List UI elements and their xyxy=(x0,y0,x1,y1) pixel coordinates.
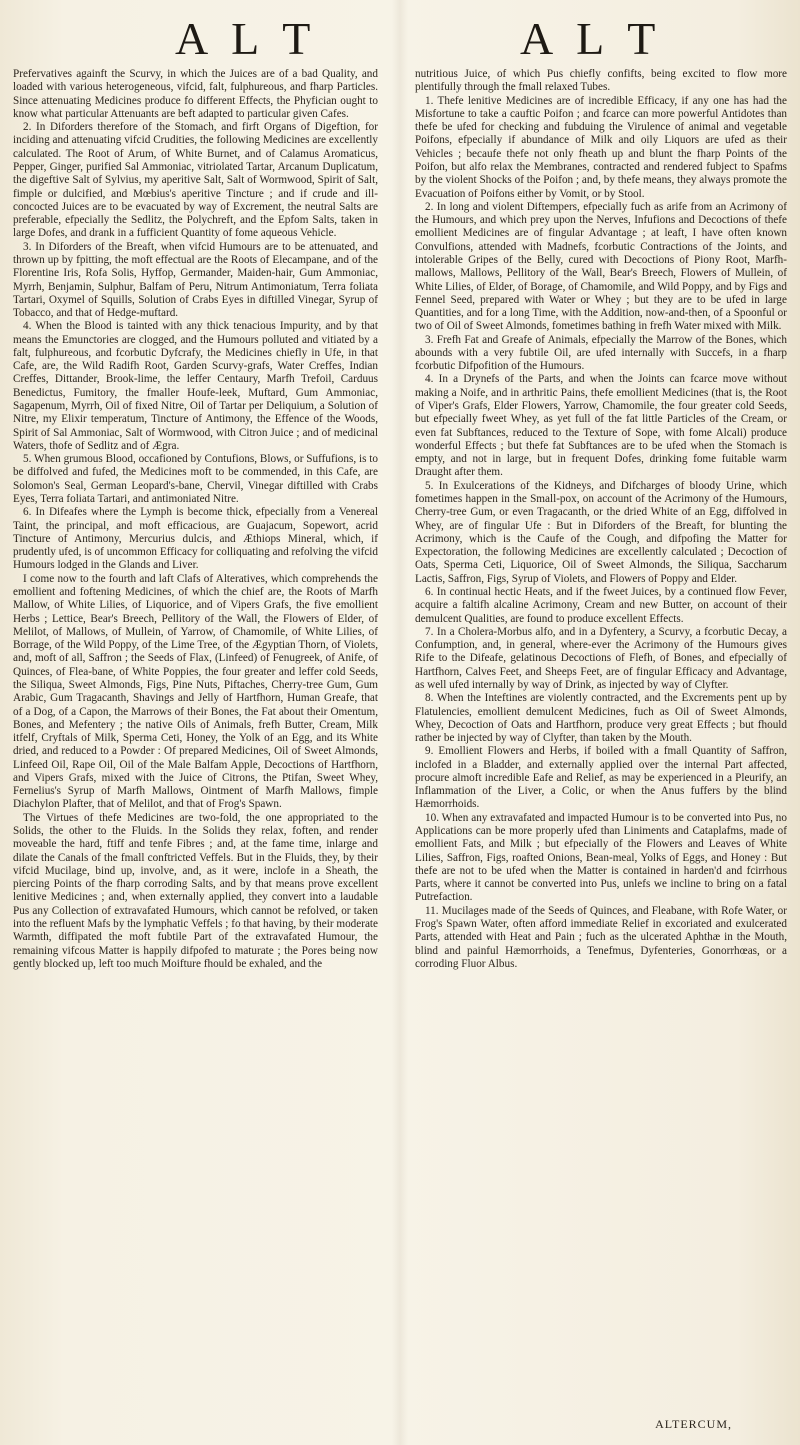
running-header xyxy=(0,12,800,62)
paragraph: Prefervatives againft the Scurvy, in which the Juices are of a bad Quality, and loaded with various heterogeneous, vifcid, falt, fulphureous, and fharp Particles. Since attenuating Medicines produce fo different Effects, the Phyfician ought to know what particular Attenuants are beft adapted to particular given Cafes. xyxy=(13,68,378,120)
paragraph: The Virtues of thefe Medicines are two-fold, the one appropriated to the Solids, the other to the Fluids. In the Solids they relax, foften, and render moveable the hard, ftiff and tenfe Fibres ; and, at the fame time, inlarge and dilate the Canals of the fmall conftricted Veffels. But in the Fluids, they, by their vifcid Mucilage, bind up, involve, and, as it were, inclofe in a Sheath, the piercing Points of the fharp corroding Salts, and by that means prove excellent lenitive Medicines ; and, when externally applied, they convert into a laudable Pus any Collection of extravafated Humours, which cannot be refolved, or taken into the refluent Mafs by the lymphatic Veffels ; fo that having, by their moderate Warmth, diffipated the moft fubtile Part of the extravafated Humour, the remaining vifcous Matter is happily difpofed to maturate ; the Pores being now gently blocked up, left too much Moifture fhould be exhaled, and the xyxy=(13,811,378,970)
paragraph: 6. In continual hectic Heats, and if the fweet Juices, by a continued flow Fever, acquire a faltifh alcaline Acrimony, Cream and new Butter, on account of their demulcent Qualities, are found to produce excellent Effects. xyxy=(415,585,787,625)
running-head-left: A L T xyxy=(175,13,318,64)
right-column xyxy=(415,68,787,1428)
paragraph: nutritious Juice, of which Pus chiefly confifts, being excited to flow more plentifully through the fmall relaxed Tubes. xyxy=(415,68,787,94)
paragraph: 11. Mucilages made of the Seeds of Quinces, and Fleabane, with Rofe Water, or Frog's Spawn Water, often afford immediate Relief in excoriated and exulcerated Parts, attended with Heat and Pain ; fuch as the ulcerated Aphthæ in the Mouth, blind and painful Hæmorrhoids, a Tenefmus, Dyfenteries, Gonorrhœas, or a corroding Fluor Albus. xyxy=(415,904,787,970)
paragraph: 8. When the Inteftines are violently contracted, and the Excrements pent up by Flatulencies, emollient demulcent Medicines, fuch as Oil of Sweet Almonds, Whey, Decoction of Oats and Hartfhorn, produce very great Effects ; but fhould rather be injected by way of Clyfter, than taken by the Mouth. xyxy=(415,692,787,745)
paragraph: I come now to the fourth and laft Clafs of Alteratives, which comprehends the emollient and foftening Medicines, of which the chief are, the Roots of Marfh Mallow, of White Lilies, of Liquorice, and of Vipers Grafs, the five emollient Herbs ; Lettice, Bear's Breech, Pellitory of the Wall, the Flowers of Elder, of Melilot, of Mallows, of Mullein, of Yarrow, of Chamomile, of White Lilies, of Borrage, of the Wild Poppy, of the Lime Tree, of the Ægyptian Thorn, of Violets, and, moft of all, Saffron ; the Seeds of Flax, (Linfeed) of Fenugreek, of Anife, of Quinces, of Flea-bane, of White Poppies, the four greater and leffer cold Seeds, the Siliqua, Sweet Almonds, Figs, Pine Nuts, Piftaches, Cherry-tree Gum, Gum Arabic, Gum Tragacanth, Shavings and Jelly of Hartfhorn, Human Greafe, that of a Dog, of a Capon, the Marrows of their Bones, the Fat about their Omentum, Bones, and Mefentery ; the native Oils of Animals, frefh Butter, Cream, Milk itfelf, Cryftals of Milk, Sperma Ceti, Honey, the Yolk of an Egg, and its White dried, and reduced to a Powder : Of prepared Medicines, Oil of Sweet Almonds, Linfeed Oil, Rape Oil, Oil of the Male Balfam Apple, Decoctions of Hartfhorn, and Vipers Grafs, mixed with the Juice of Citrons, the Ptifan, Sweet Whey, Fernelius's Syrup of Marfh Mallows, Ointment of Marfh Mallows, fimple Diachylon Plafter, that of Melilot, and that of Frog's Spawn. xyxy=(13,572,378,811)
gutter-shadow xyxy=(392,0,408,1445)
paragraph: 3. In Diforders of the Breaft, when vifcid Humours are to be attenuated, and thrown up by fpitting, the moft effectual are the Roots of Elecampane, and of the Florentine Iris, Rofa Solis, Hyffop, Germander, Maiden-hair, Gum Ammoniac, Myrrh, Benjamin, Sulphur, Balfam of Peru, Nitrum Antimoniatum, Terra foliata Tartari, Oxymel of Squills, Solution of Crabs Eyes in diftilled Vinegar, Syrup of Tobacco, and that of Hedge-muftard. xyxy=(13,240,378,320)
catchword: ALTERCUM, xyxy=(655,1417,732,1431)
paragraph: 4. When the Blood is tainted with any thick tenacious Impurity, and by that means the Emunctories are clogged, and the Humours polluted and vitiated by a falt, fulphureous, and fcorbutic Dyfcrafy, the Medicines chiefly in Ufe, in that Cafe, are, the Wild Radifh Root, Garden Scurvy-grafs, Water Creffes, Indian Creffes, Dittander, Brook-lime, the leffer Centaury, Marfh Trefoil, Carduus Benedictus, Fumitory, the fmaller Houfe-leek, Muftard, Gum Ammoniac, Sagapenum, Myrrh, Oil of fixed Nitre, Oil of Tartar per Deliquium, a Solution of Nitre, my Elixir temperatum, Tincture of Antimony, the Effence of the Woods, Spirit of Sal Ammoniac, Salt of Wormwood, with Citron Juice ; and of medicinal Waters, thofe of Sedlitz and of Ægra. xyxy=(13,320,378,452)
paragraph: 2. In Diforders therefore of the Stomach, and firft Organs of Digeftion, for inciding and attenuating vifcid Crudities, the following Medicines are excellently calculated. The Root of Arum, of White Burnet, and of Calamus Aromaticus, Pepper, Ginger, purified Sal Ammoniac, vitriolated Tartar, Arcanum Duplicatum, the digeftive Salt of Sylvius, my aperitive Salt, Salt of Wormwood, Spirit of Salt, fimple or dulcified, and Mœbius's aperitive Tincture ; and if crude and ill-concocted Juices are to be evacuated by way of Excrement, the neutral Salts are preferable, efpecially the Sedlitz, the Polychreft, and the Epfom Salts, taken in large Dofes, and drank in a fufficient Quantity of fome aqueous Vehicle. xyxy=(13,121,378,240)
paragraph: 4. In a Drynefs of the Parts, and when the Joints can fcarce move without making a Noife, and in arthritic Pains, thefe emollient Medicines (that is, the Root of Viper's Grafs, Elder Flowers, Yarrow, Chamomile, the four greater cold Seeds, but efpecially fweet Whey, as yet full of the fat little Particles of the Cream, or even fat Subftances, reduced to the Texture of Sope, with fome Alcali) produce wonderful Effects ; but thefe fat Subftances are to be ufed when the Stomach is empty, and not in large, but in frequent Dofes, drinking fome fuitable warm Draught after them. xyxy=(415,373,787,479)
paragraph: 1. Thefe lenitive Medicines are of incredible Efficacy, if any one has had the Misfortune to take a cauftic Poifon ; and fcarce can more powerful Antidotes than thefe be ufed for checking and fubduing the Virulence of animal and vegetable Poifons, efpecially if abundance of Milk and oily Liquors are ufed as their Vehicles ; becaufe thefe not only fheath up and blunt the fharp Points of the Poifon, but alfo relax the Membranes, contracted and rendered fubject to Spafms by the violent Shocks of the Poifon ; and, by thefe means, they always promote the Evacuation of Poifons either by Vomit, or by Stool. xyxy=(415,94,787,200)
paragraph: 7. In a Cholera-Morbus alfo, and in a Dyfentery, a Scurvy, a fcorbutic Decay, a Confumption, and, in general, where-ever the Acrimony of the Humours gives Rife to the Difeafe, gelatinous Decoctions of Flefh, of Bones, and efpecially of Hartfhorn, Calves Feet, and Sheeps Feet, are of fingular Efficacy and Advantage, as well ufed internally by way of Drink, as injected by way of Clyfter. xyxy=(415,625,787,691)
paragraph: 10. When any extravafated and impacted Humour is to be converted into Pus, no Applications can be more properly ufed than Liniments and Cataplafms, made of emollient Fats, and Milk ; but efpecially of the Flowers and Leaves of White Lilies, Saffron, Figs, roafted Onions, Bean-meal, Yolks of Eggs, and Honey : But thefe are not to be ufed when the Matter is contained in harden'd and fcirrhous Parts, where it cannot be converted into Pus, unlefs we incline to bring on a fatal Putrefaction. xyxy=(415,811,787,904)
paragraph: 5. In Exulcerations of the Kidneys, and Difcharges of bloody Urine, which fometimes happen in the Small-pox, on account of the Acrimony of the Humours, Cherry-tree Gum, or even Tragacanth, or the dried White of an Egg, diffolved in Whey, are of fingular Ufe : But in Diforders of the Breaft, for blunting the Acrimony, which is the Caufe of the Cough, and difpofing the Matter for Expectoration, the following Medicines are excellently calculated ; Decoction of Oats, Sperma Ceti, Liquorice, Oil of Sweet Almonds, the Siliqua, Saccharum Lactis, Saffron, Figs, Syrup of Violets, and Flowers of Poppy and Elder. xyxy=(415,479,787,585)
paragraph: 3. Frefh Fat and Greafe of Animals, efpecially the Marrow of the Bones, which abounds with a very fubtile Oil, are ufed internally with Succefs, in a fharp fcorbutic Difpofition of the Humours. xyxy=(415,333,787,373)
running-head-right: A L T xyxy=(520,13,663,64)
paragraph: 2. In long and violent Diftempers, efpecially fuch as arife from an Acrimony of the Humours, and which prey upon the Nerves, Infufions and Decoctions of thefe emollient Medicines are of fingular Advantage ; at leaft, I have often known Convulfions, attended with Madnefs, fcorbutic Contractions of the Joints, and intolerable Gripes of the Belly, cured with Decoctions of Piony Root, Marfh-mallows, Mallows, Pellitory of the Wall, Bear's Breech, Flowers of Mullein, of White Lilies, of Elder, of Borage, of Chamomile, and Wild Poppy, and by Figs and Fennel Seed, prepared with Water or Whey ; but they are to be ufed in large Quantities, and for a long Time, with the Addition, now-and-then, of a Spoonful or two of Oil of Sweet Almonds, fometimes bathing in frefh Water mixed with Milk. xyxy=(415,200,787,333)
paragraph: 6. In Difeafes where the Lymph is become thick, efpecially from a Venereal Taint, the principal, and moft efficacious, are Guajacum, Sopewort, acrid Tincture of Antimony, Mercurius dulcis, and Æthiops Mineral, which, if prudently ufed, is of uncommon Efficacy for colliquating and refolving the vifcid Humours lodged in the Glands and Liver. xyxy=(13,506,378,572)
paragraph: 5. When grumous Blood, occafioned by Contufions, Blows, or Suffufions, is to be diffolved and fufed, the Medicines moft to be commended, in this Cafe, are Solomon's Seal, German Leopard's-bane, Chervil, Vinegar diftilled with Crabs Eyes, Terra foliata Tartari, and antimoniated Nitre. xyxy=(13,453,378,505)
left-column xyxy=(13,68,378,1428)
paragraph: 9. Emollient Flowers and Herbs, if boiled with a fmall Quantity of Saffron, inclofed in a Bladder, and externally applied over the internal Part affected, procure almoft incredible Eafe and Relief, as may be experienced in a Pleurify, an Inflammation of the Liver, a Colic, or when the Anus fuffers by the blind Hæmorrhoids. xyxy=(415,745,787,811)
